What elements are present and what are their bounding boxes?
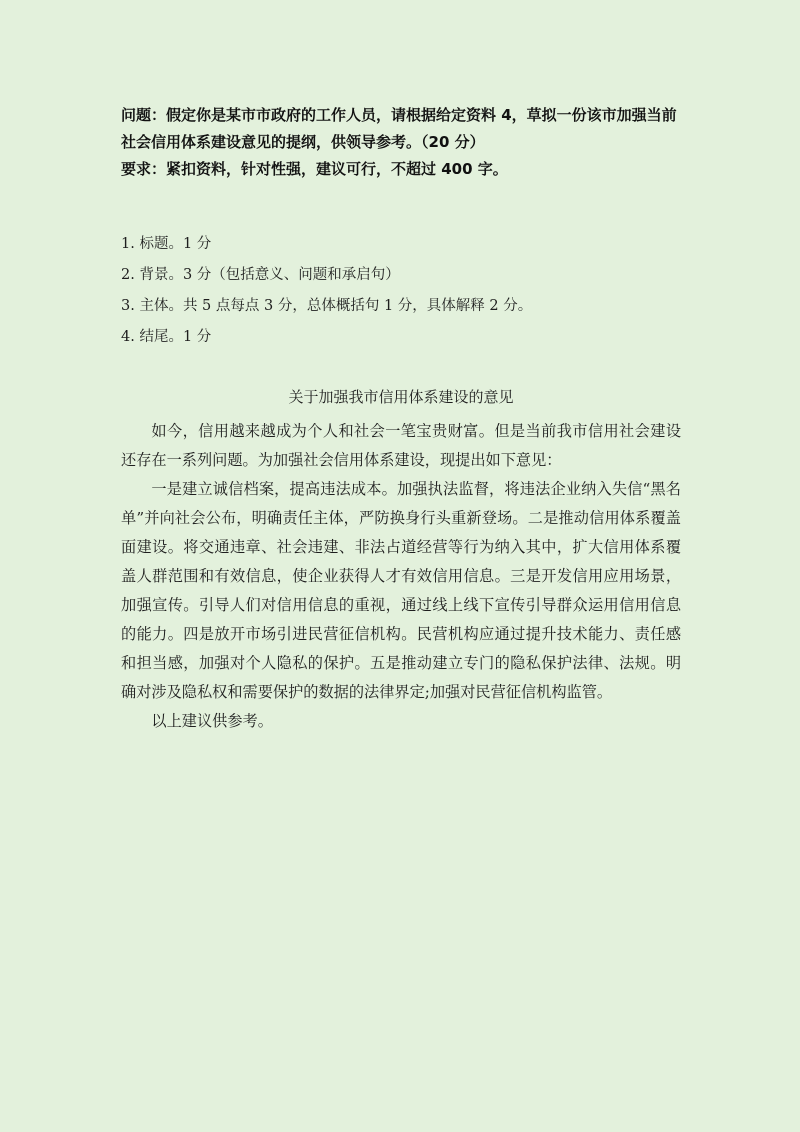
scoring-rubric — [121, 229, 681, 353]
rubric-item-background: 2. 背景。3 分（包括意义、问题和承启句） — [121, 267, 400, 283]
rubric-item-body: 3. 主体。共 5 点每点 3 分，总体概括句 1 分，具体解释 2 分。 — [121, 298, 533, 314]
essay-paragraph-main: 一是建立诚信档案，提高违法成本。加强执法监督，将违法企业纳入失信“黑名单”并向社会公布，明确责任主体，严防换身行头重新登场。二是推动信用体系覆盖面建设。将交通违章、社会违建、非法占道经营等行为纳入其中，扩大信用体系覆盖人群范围和有效信息，使企业获得人才有效信用信息。三是开发信用应用场景，加强宣传。引导人们对信用信息的重视，通过线上线下宣传引导群众运用信用信息的能力。四是放开市场引进民营征信机构。民营机构应通过提升技术能力、责任感和担当感，加强对个人隐私的保护。五是推动建立专门的隐私保护法律、法规。明确对涉及隐私权和需要保护的数据的法律界定;加强对民营征信机构监管。 — [121, 480, 681, 701]
question-prompt: 问题：假定你是某市市政府的工作人员，请根据给定资料 4，草拟一份该市加强当前社会信用体系建设意见的提纲，供领导参考。（20 分） — [121, 106, 677, 151]
rubric-item-ending: 4. 结尾。1 分 — [121, 329, 212, 345]
essay-body — [121, 417, 681, 736]
essay-paragraph-closing: 以上建议供参考。 — [151, 712, 273, 730]
essay-title: 关于加强我市信用体系建设的意见 — [288, 388, 514, 406]
rubric-item-title: 1. 标题。1 分 — [121, 236, 212, 252]
question-requirement: 要求：紧扣资料，针对性强，建议可行，不超过 400 字。 — [121, 160, 508, 178]
essay-paragraph-intro: 如今，信用越来越成为个人和社会一笔宝贵财富。但是当前我市信用社会建设还存在一系列问题。为加强社会信用体系建设，现提出如下意见： — [121, 422, 681, 469]
question-block — [121, 102, 691, 183]
